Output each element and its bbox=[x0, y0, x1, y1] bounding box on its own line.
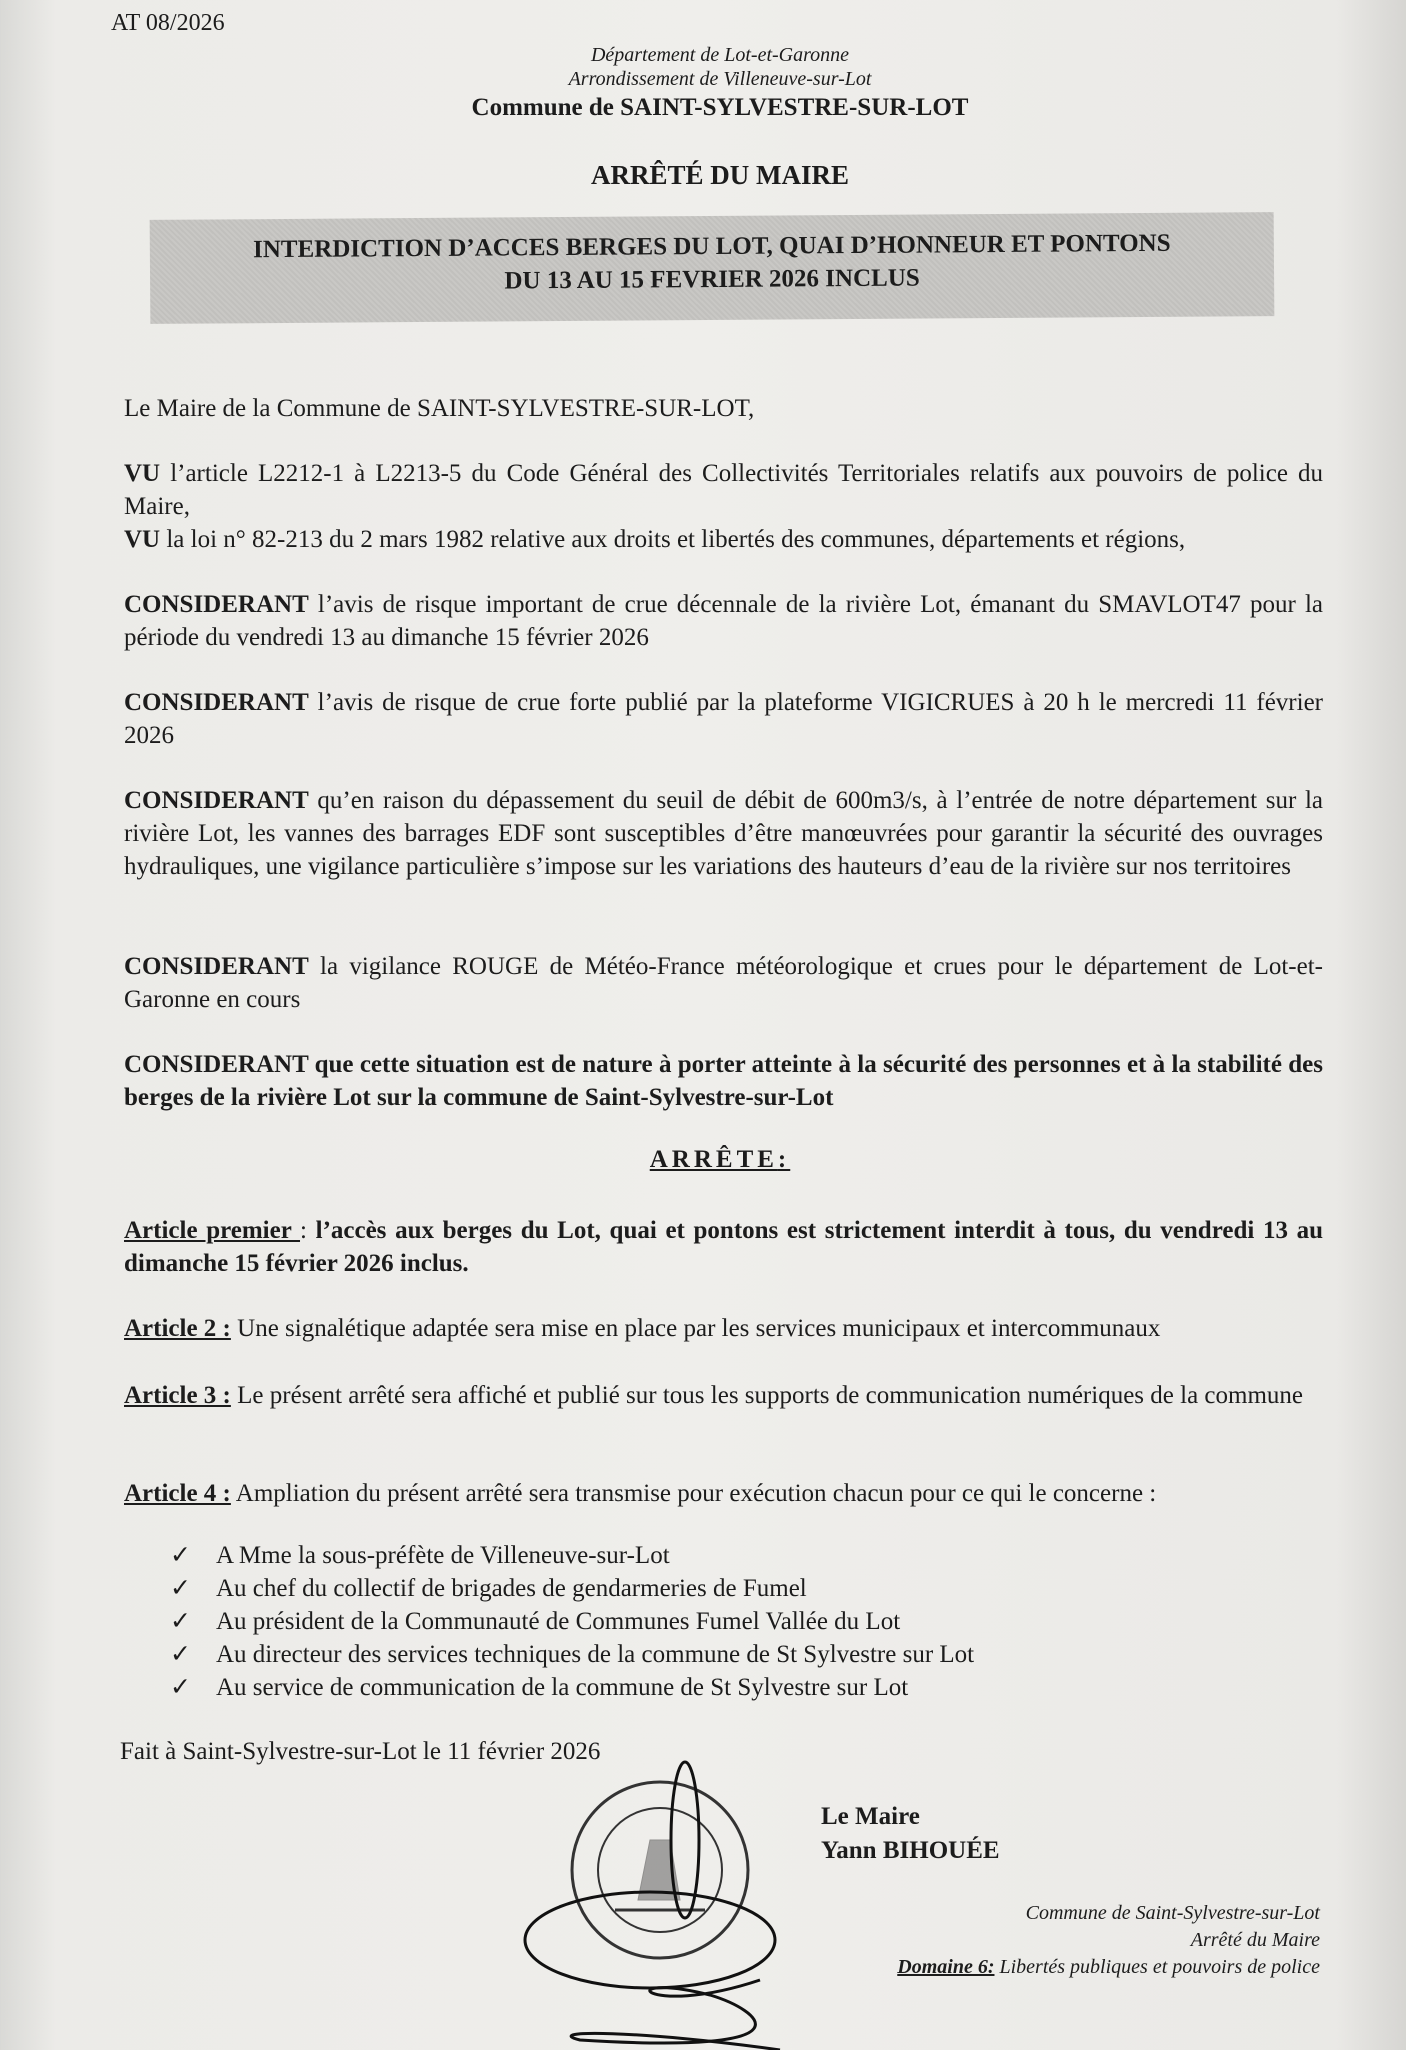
article-3 bbox=[124, 1379, 1323, 1412]
arrete-colon: : bbox=[777, 1146, 791, 1173]
header-commune: Commune de SAINT-SYLVESTRE-SUR-LOT bbox=[471, 94, 969, 121]
recipient-text: Au service de communication de la commune de St Sylvestre sur Lot bbox=[216, 1674, 909, 1701]
subject-box bbox=[150, 212, 1275, 324]
vu-label: VU bbox=[124, 460, 161, 487]
subject-line-2: DU 13 AU 15 FEVRIER 2026 INCLUS bbox=[504, 264, 920, 295]
article-label: Article 2 : bbox=[124, 1315, 231, 1342]
seal-icon bbox=[572, 1782, 748, 1958]
footer-commune: Commune de Saint-Sylvestre-sur-Lot bbox=[1025, 1902, 1320, 1924]
signatory-role: Le Maire bbox=[821, 1803, 920, 1830]
considerant-label: CONSIDERANT bbox=[124, 787, 309, 814]
domaine-text: Libertés publiques et pouvoirs de police bbox=[994, 1956, 1320, 1978]
header-arrondissement: Arrondissement de Villeneuve-sur-Lot bbox=[568, 68, 872, 90]
domaine-label: Domaine 6: bbox=[897, 1956, 995, 1978]
article-text: Ampliation du présent arrêté sera transmise pour exécution chacun pour ce qui le concerne : bbox=[235, 1480, 1157, 1507]
document-reference: AT 08/2026 bbox=[111, 10, 225, 36]
article-4 bbox=[124, 1477, 1323, 1510]
signatory-name: Yann BIHOUÉE bbox=[821, 1837, 1000, 1864]
recipient-text: Au chef du collectif de brigades de gendarmeries de Fumel bbox=[216, 1575, 807, 1602]
subject-line-1: INTERDICTION D’ACCES BERGES DU LOT, QUAI D’HONNEUR ET PONTONS bbox=[253, 229, 1171, 264]
vu-text: la loi n° 82-213 du 2 mars 1982 relative aux droits et libertés des communes, départements et régions, bbox=[160, 526, 1186, 553]
fait-line: Fait à Saint-Sylvestre-sur-Lot le 11 février 2026 bbox=[120, 1738, 601, 1765]
recipient-item bbox=[170, 1605, 900, 1638]
considerant-label: CONSIDERANT bbox=[124, 1051, 309, 1078]
considerant-label: CONSIDERANT bbox=[124, 591, 309, 618]
article-label: Article 3 : bbox=[124, 1382, 231, 1409]
recipient-text: Au directeur des services techniques de la commune de St Sylvestre sur Lot bbox=[216, 1641, 975, 1668]
document-title: ARRÊTÉ DU MAIRE bbox=[590, 160, 850, 190]
check-icon: ✓ bbox=[170, 1608, 191, 1635]
article-1 bbox=[124, 1214, 1323, 1280]
considerant-label: CONSIDERANT bbox=[124, 953, 309, 980]
check-icon: ✓ bbox=[170, 1641, 191, 1668]
recipient-item bbox=[170, 1638, 974, 1671]
considerant-text: que cette situation est de nature à porter atteinte à la sécurité des personnes et à la stabilité des berges de la rivière Lot sur la commune de Saint-Sylvestre-sur-Lot bbox=[124, 1051, 1323, 1111]
check-icon: ✓ bbox=[170, 1575, 191, 1602]
article-label: Article premier bbox=[124, 1217, 301, 1244]
article-sep: : bbox=[300, 1217, 316, 1244]
intro-text: Le Maire de la Commune de SAINT-SYLVESTRE-SUR-LOT, bbox=[124, 395, 755, 422]
footer-domaine bbox=[897, 1956, 1320, 1979]
arrete-heading-text: ARRÊTE bbox=[649, 1146, 778, 1173]
recipient-text: A Mme la sous-préfète de Villeneuve-sur-Lot bbox=[216, 1542, 670, 1569]
recipient-text: Au président de la Communauté de Communes Fumel Vallée du Lot bbox=[216, 1608, 901, 1635]
considerant-4 bbox=[124, 950, 1323, 1016]
recipient-item bbox=[170, 1572, 807, 1605]
recipient-item bbox=[170, 1671, 908, 1704]
considerant-text: qu’en raison du dépassement du seuil de débit de 600m3/s, à l’entrée de notre département sur la rivière Lot, les vannes des barrages EDF sont susceptibles d’être manœuvrées pour garantir la sécurité des ouvrages hydrauliques, une vigilance particulière s’impose sur les variations des hauteurs d’eau de la rivière sur nos territoires bbox=[124, 787, 1323, 880]
signature-icon bbox=[525, 1762, 780, 2050]
check-icon: ✓ bbox=[170, 1674, 191, 1701]
vu-text: l’article L2212-1 à L2213-5 du Code Général des Collectivités Territoriales relatifs aux pouvoirs de police du Maire, bbox=[124, 460, 1323, 520]
article-2 bbox=[124, 1312, 1323, 1345]
arrete-heading bbox=[0, 1146, 1406, 1174]
considerant-1 bbox=[124, 588, 1323, 654]
article-text: Une signalétique adaptée sera mise en place par les services municipaux et intercommunaux bbox=[237, 1315, 1161, 1342]
article-text: Le présent arrêté sera affiché et publié sur tous les supports de communication numériques de la commune bbox=[237, 1382, 1303, 1409]
considerant-text: l’avis de risque de crue forte publié par la plateforme VIGICRUES à 20 h le mercredi 11 février 2026 bbox=[124, 689, 1323, 749]
considerant-5 bbox=[124, 1048, 1323, 1114]
check-icon: ✓ bbox=[170, 1542, 191, 1569]
considerant-2 bbox=[124, 686, 1323, 752]
considerant-text: la vigilance ROUGE de Météo-France météorologique et crues pour le département de Lot-et-Garonne en cours bbox=[124, 953, 1323, 1013]
article-label: Article 4 : bbox=[124, 1480, 231, 1507]
vu-1 bbox=[124, 457, 1323, 523]
considerant-3 bbox=[124, 784, 1323, 883]
article-text: l’accès aux berges du Lot, quai et pontons est strictement interdit à tous, du vendredi 13 au dimanche 15 février 2026 inclus. bbox=[124, 1217, 1324, 1277]
recipient-item bbox=[170, 1539, 670, 1572]
footer-arrete: Arrêté du Maire bbox=[1190, 1929, 1320, 1951]
header-departement: Département de Lot-et-Garonne bbox=[590, 44, 850, 66]
considerant-text: l’avis de risque important de crue décennale de la rivière Lot, émanant du SMAVLOT47 pour la période du vendredi 13 au dimanche 15 février 2026 bbox=[124, 591, 1323, 651]
vu-label: VU bbox=[124, 526, 161, 553]
vu-2 bbox=[124, 523, 1323, 556]
considerant-label: CONSIDERANT bbox=[124, 689, 309, 716]
